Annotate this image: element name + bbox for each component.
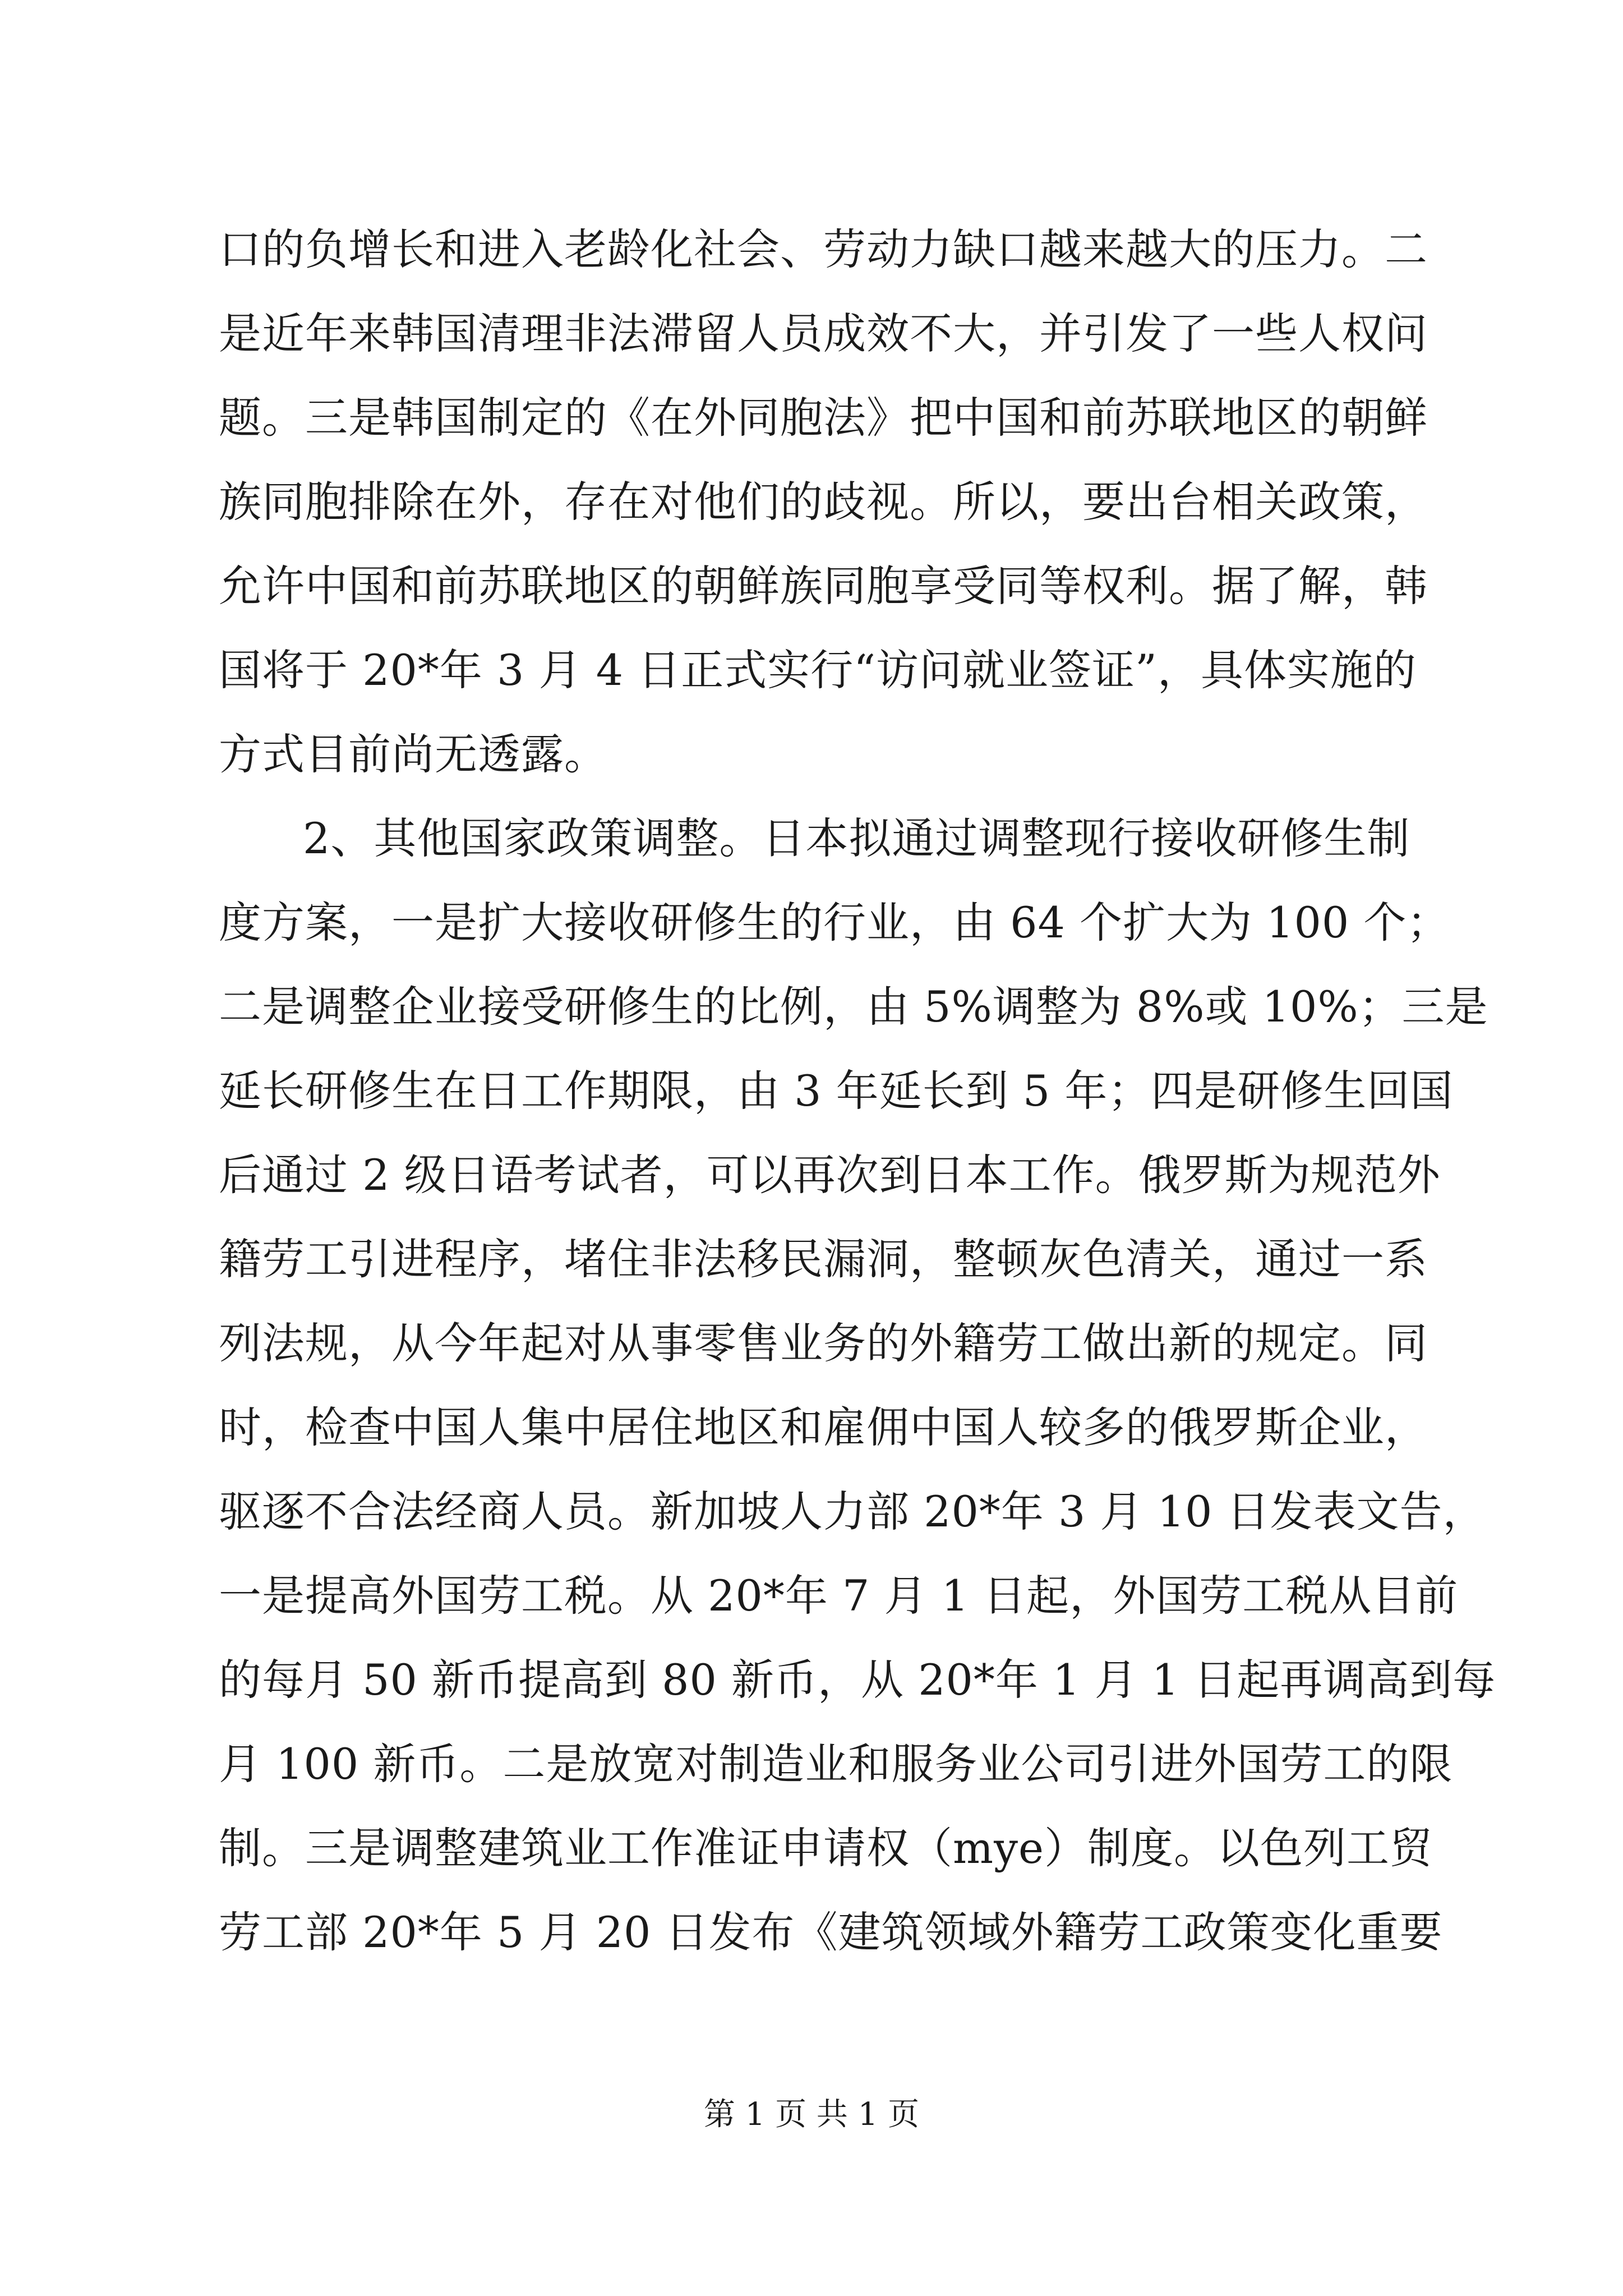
text-line: 延长研修生在日工作期限，由 3 年延长到 5 年；四是研修生回国	[219, 1066, 1454, 1116]
text-line: 的每月 50 新币提高到 80 新币，从 20*年 1 月 1 日起再调高到每	[219, 1655, 1496, 1705]
document-body	[219, 208, 1496, 1975]
text-line: 后通过 2 级日语考试者，可以再次到日本工作。俄罗斯为规范外	[219, 1150, 1441, 1200]
page-number-footer: 第 1 页 共 1 页	[703, 2096, 920, 2133]
text-line: 口的负增长和进入老龄化社会、劳动力缺口越来越大的压力。二	[219, 224, 1428, 274]
text-line: 月 100 新币。二是放宽对制造业和服务业公司引进外国劳工的限	[219, 1739, 1453, 1789]
paragraph-start-line: 2、其他国家政策调整。日本拟通过调整现行接收研修生制	[303, 813, 1410, 863]
text-line: 族同胞排除在外，存在对他们的歧视。所以，要出台相关政策，	[219, 477, 1428, 527]
text-line: 题。三是韩国制定的《在外同胞法》把中国和前苏联地区的朝鲜	[219, 393, 1428, 443]
text-line: 是近年来韩国清理非法滞留人员成效不大，并引发了一些人权问	[219, 309, 1428, 358]
text-line: 国将于 20*年 3 月 4 日正式实行“访问就业签证”，具体实施的	[219, 645, 1417, 695]
text-line: 制。三是调整建筑业工作准证申请权（mye）制度。以色列工贸	[219, 1823, 1433, 1873]
text-line: 一是提高外国劳工税。从 20*年 7 月 1 日起，外国劳工税从目前	[219, 1571, 1459, 1621]
text-line: 驱逐不合法经商人员。新加坡人力部 20*年 3 月 10 日发表文告，	[219, 1487, 1486, 1536]
text-line: 劳工部 20*年 5 月 20 日发布《建筑领域外籍劳工政策变化重要	[219, 1907, 1443, 1957]
text-line: 籍劳工引进程序，堵住非法移民漏洞，整顿灰色清关，通过一系	[219, 1234, 1428, 1284]
text-line: 时，检查中国人集中居住地区和雇佣中国人较多的俄罗斯企业，	[219, 1402, 1428, 1452]
text-line: 方式目前尚无透露。	[219, 729, 607, 779]
text-line: 二是调整企业接受研修生的比例，由 5%调整为 8%或 10%；三是	[219, 982, 1488, 1032]
text-line: 列法规，从今年起对从事零售业务的外籍劳工做出新的规定。同	[219, 1318, 1428, 1368]
text-line: 度方案，一是扩大接收研修生的行业，由 64 个扩大为 100 个；	[219, 898, 1450, 947]
text-line: 允许中国和前苏联地区的朝鲜族同胞享受同等权利。据了解，韩	[219, 561, 1428, 611]
